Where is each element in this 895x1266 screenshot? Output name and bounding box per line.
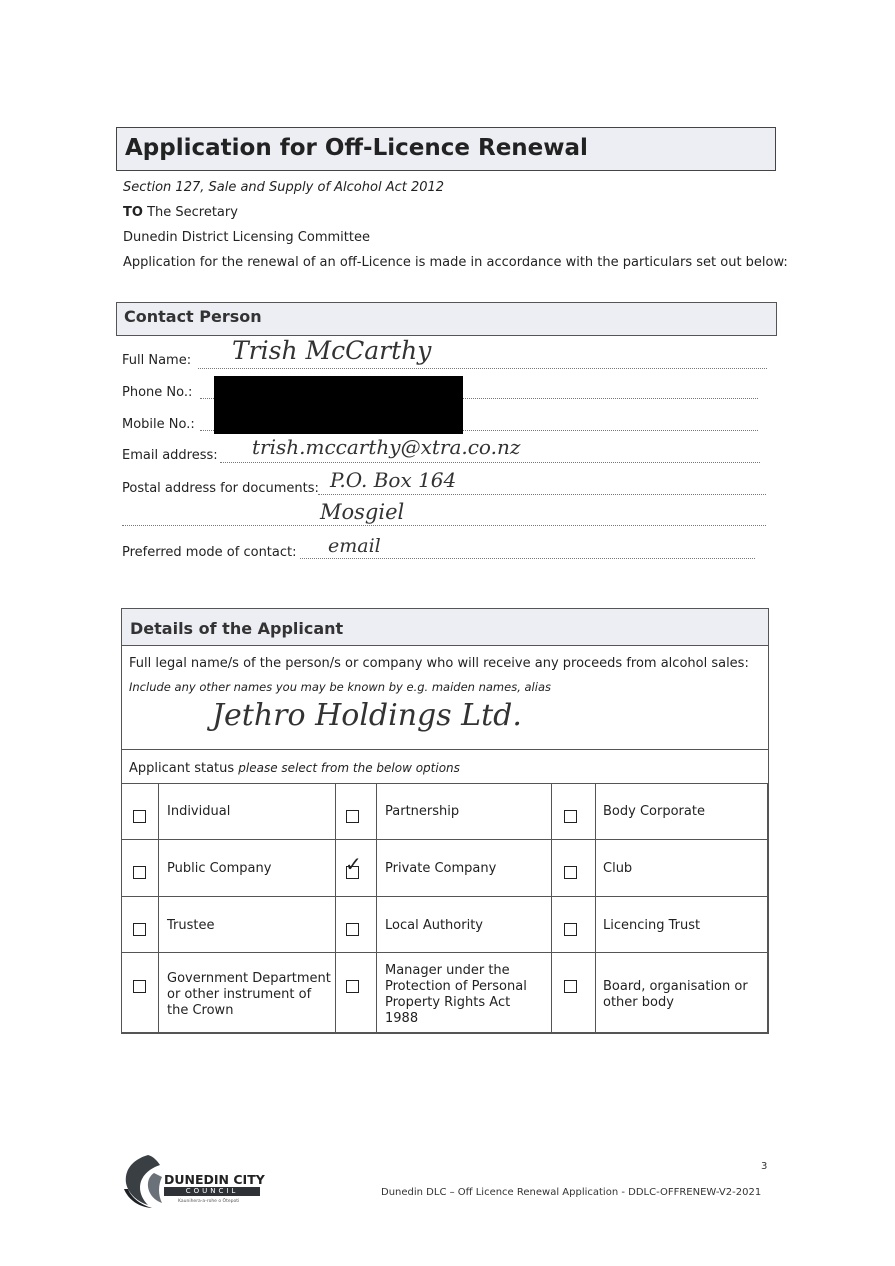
contact-heading: Contact Person [124, 307, 262, 326]
full-name-label: Full Name: [122, 353, 192, 368]
checkbox-cell [121, 897, 159, 953]
applicant-heading: Details of the Applicant [130, 619, 344, 638]
phone-label: Phone No.: [122, 385, 193, 400]
option-cell [377, 840, 552, 897]
option-cell [596, 840, 768, 897]
applicant-status-grid [121, 783, 768, 1033]
checkbox-board-organisation[interactable] [564, 980, 577, 993]
postal-field-line2[interactable]: Mosgiel [320, 500, 405, 524]
to-value: The Secretary [147, 205, 238, 220]
postal-line-1 [318, 494, 766, 495]
email-line [220, 462, 760, 463]
addressee [123, 205, 238, 220]
option-cell [377, 953, 552, 1033]
postal-label: Postal address for documents: [122, 481, 319, 496]
option-label-trustee: Trustee [167, 918, 215, 933]
option-cell [596, 897, 768, 953]
option-label-club: Club [603, 861, 633, 876]
legal-name-field[interactable]: Jethro Holdings Ltd. [212, 698, 522, 733]
logo-maori-name: Kaunihera-a-rohe o Ōtepoti [178, 1199, 240, 1204]
page-number: 3 [761, 1161, 768, 1172]
option-cell [596, 953, 768, 1033]
checkbox-cell [552, 897, 596, 953]
option-label-manager-pppr: Manager under the Protection of Personal Property Rights Act 1988 [385, 963, 527, 1026]
applicant-status-hint: please select from the below options [238, 761, 460, 775]
option-label-government-department: Government Department or other instrument of the Crown [167, 971, 331, 1018]
postal-line-2 [122, 525, 766, 526]
checkbox-local-authority[interactable] [346, 923, 359, 936]
checkbox-cell [121, 953, 159, 1033]
divider [121, 749, 769, 750]
option-cell [596, 783, 768, 840]
committee-name: Dunedin District Licensing Committee [123, 230, 370, 245]
option-label-licencing-trust: Licencing Trust [603, 918, 701, 933]
option-label-partnership: Partnership [385, 804, 460, 819]
checkbox-body-corporate[interactable] [564, 810, 577, 823]
applicant-status-row [129, 761, 460, 776]
checkbox-public-company[interactable] [133, 866, 146, 879]
council-emblem-icon [118, 1153, 164, 1209]
checkbox-manager-pppr[interactable] [346, 980, 359, 993]
checkbox-cell [552, 783, 596, 840]
option-label-local-authority: Local Authority [385, 918, 483, 933]
applicant-status-label: Applicant status [129, 761, 235, 776]
council-logo [118, 1153, 268, 1213]
applicant-section-header [121, 608, 769, 646]
preferred-contact-line [300, 558, 755, 559]
checkbox-government-department[interactable] [133, 980, 146, 993]
option-label-private-company: Private Company [385, 861, 497, 876]
option-cell [159, 783, 336, 840]
email-label: Email address: [122, 448, 218, 463]
logo-name: DUNEDIN CITY [164, 1172, 265, 1187]
option-cell [159, 897, 336, 953]
preferred-contact-label: Preferred mode of contact: [122, 545, 297, 560]
logo-council: COUNCIL [164, 1187, 260, 1196]
legal-name-hint: Include any other names you may be known by e.g. maiden names, alias [129, 680, 551, 694]
legal-name-prompt: Full legal name/s of the person/s or company who will receive any proceeds from alcohol sales: [129, 656, 749, 671]
checkbox-cell [336, 840, 377, 897]
postal-field-line1[interactable]: P.O. Box 164 [330, 468, 457, 492]
checkbox-licencing-trust[interactable] [564, 923, 577, 936]
act-reference: Section 127, Sale and Supply of Alcohol Act 2012 [123, 180, 445, 195]
option-label-public-company: Public Company [167, 861, 272, 876]
option-cell [159, 953, 336, 1033]
option-label-board-organisation: Board, organisation or other body [603, 979, 748, 1010]
preferred-contact-field[interactable]: email [328, 535, 381, 557]
form-title-bar [116, 127, 776, 171]
document-reference: Dunedin DLC – Off Licence Renewal Application - DDLC-OFFRENEW-V2-2021 [381, 1187, 762, 1198]
contact-section-header [116, 302, 777, 336]
checkbox-cell [336, 783, 377, 840]
checkbox-cell [552, 840, 596, 897]
checkbox-cell [121, 783, 159, 840]
option-label-individual: Individual [167, 804, 231, 819]
checkbox-club[interactable] [564, 866, 577, 879]
to-label: TO [123, 205, 143, 220]
checkbox-cell [336, 897, 377, 953]
checkbox-cell [552, 953, 596, 1033]
option-cell [159, 840, 336, 897]
form-title: Application for Off-Licence Renewal [125, 135, 588, 161]
email-field[interactable]: trish.mccarthy@xtra.co.nz [252, 435, 521, 459]
full-name-field[interactable]: Trish McCarthy [232, 336, 432, 365]
checkbox-partnership[interactable] [346, 810, 359, 823]
checkmark-icon: ✓ [345, 852, 362, 876]
option-cell [377, 897, 552, 953]
mobile-label: Mobile No.: [122, 417, 195, 432]
checkbox-trustee[interactable] [133, 923, 146, 936]
checkbox-cell [121, 840, 159, 897]
option-cell [377, 783, 552, 840]
checkbox-cell [336, 953, 377, 1033]
full-name-line [198, 368, 767, 369]
redaction-block [214, 376, 463, 434]
option-label-body-corporate: Body Corporate [603, 804, 705, 819]
checkbox-individual[interactable] [133, 810, 146, 823]
application-statement: Application for the renewal of an off-Licence is made in accordance with the particulars set out below: [123, 255, 788, 270]
